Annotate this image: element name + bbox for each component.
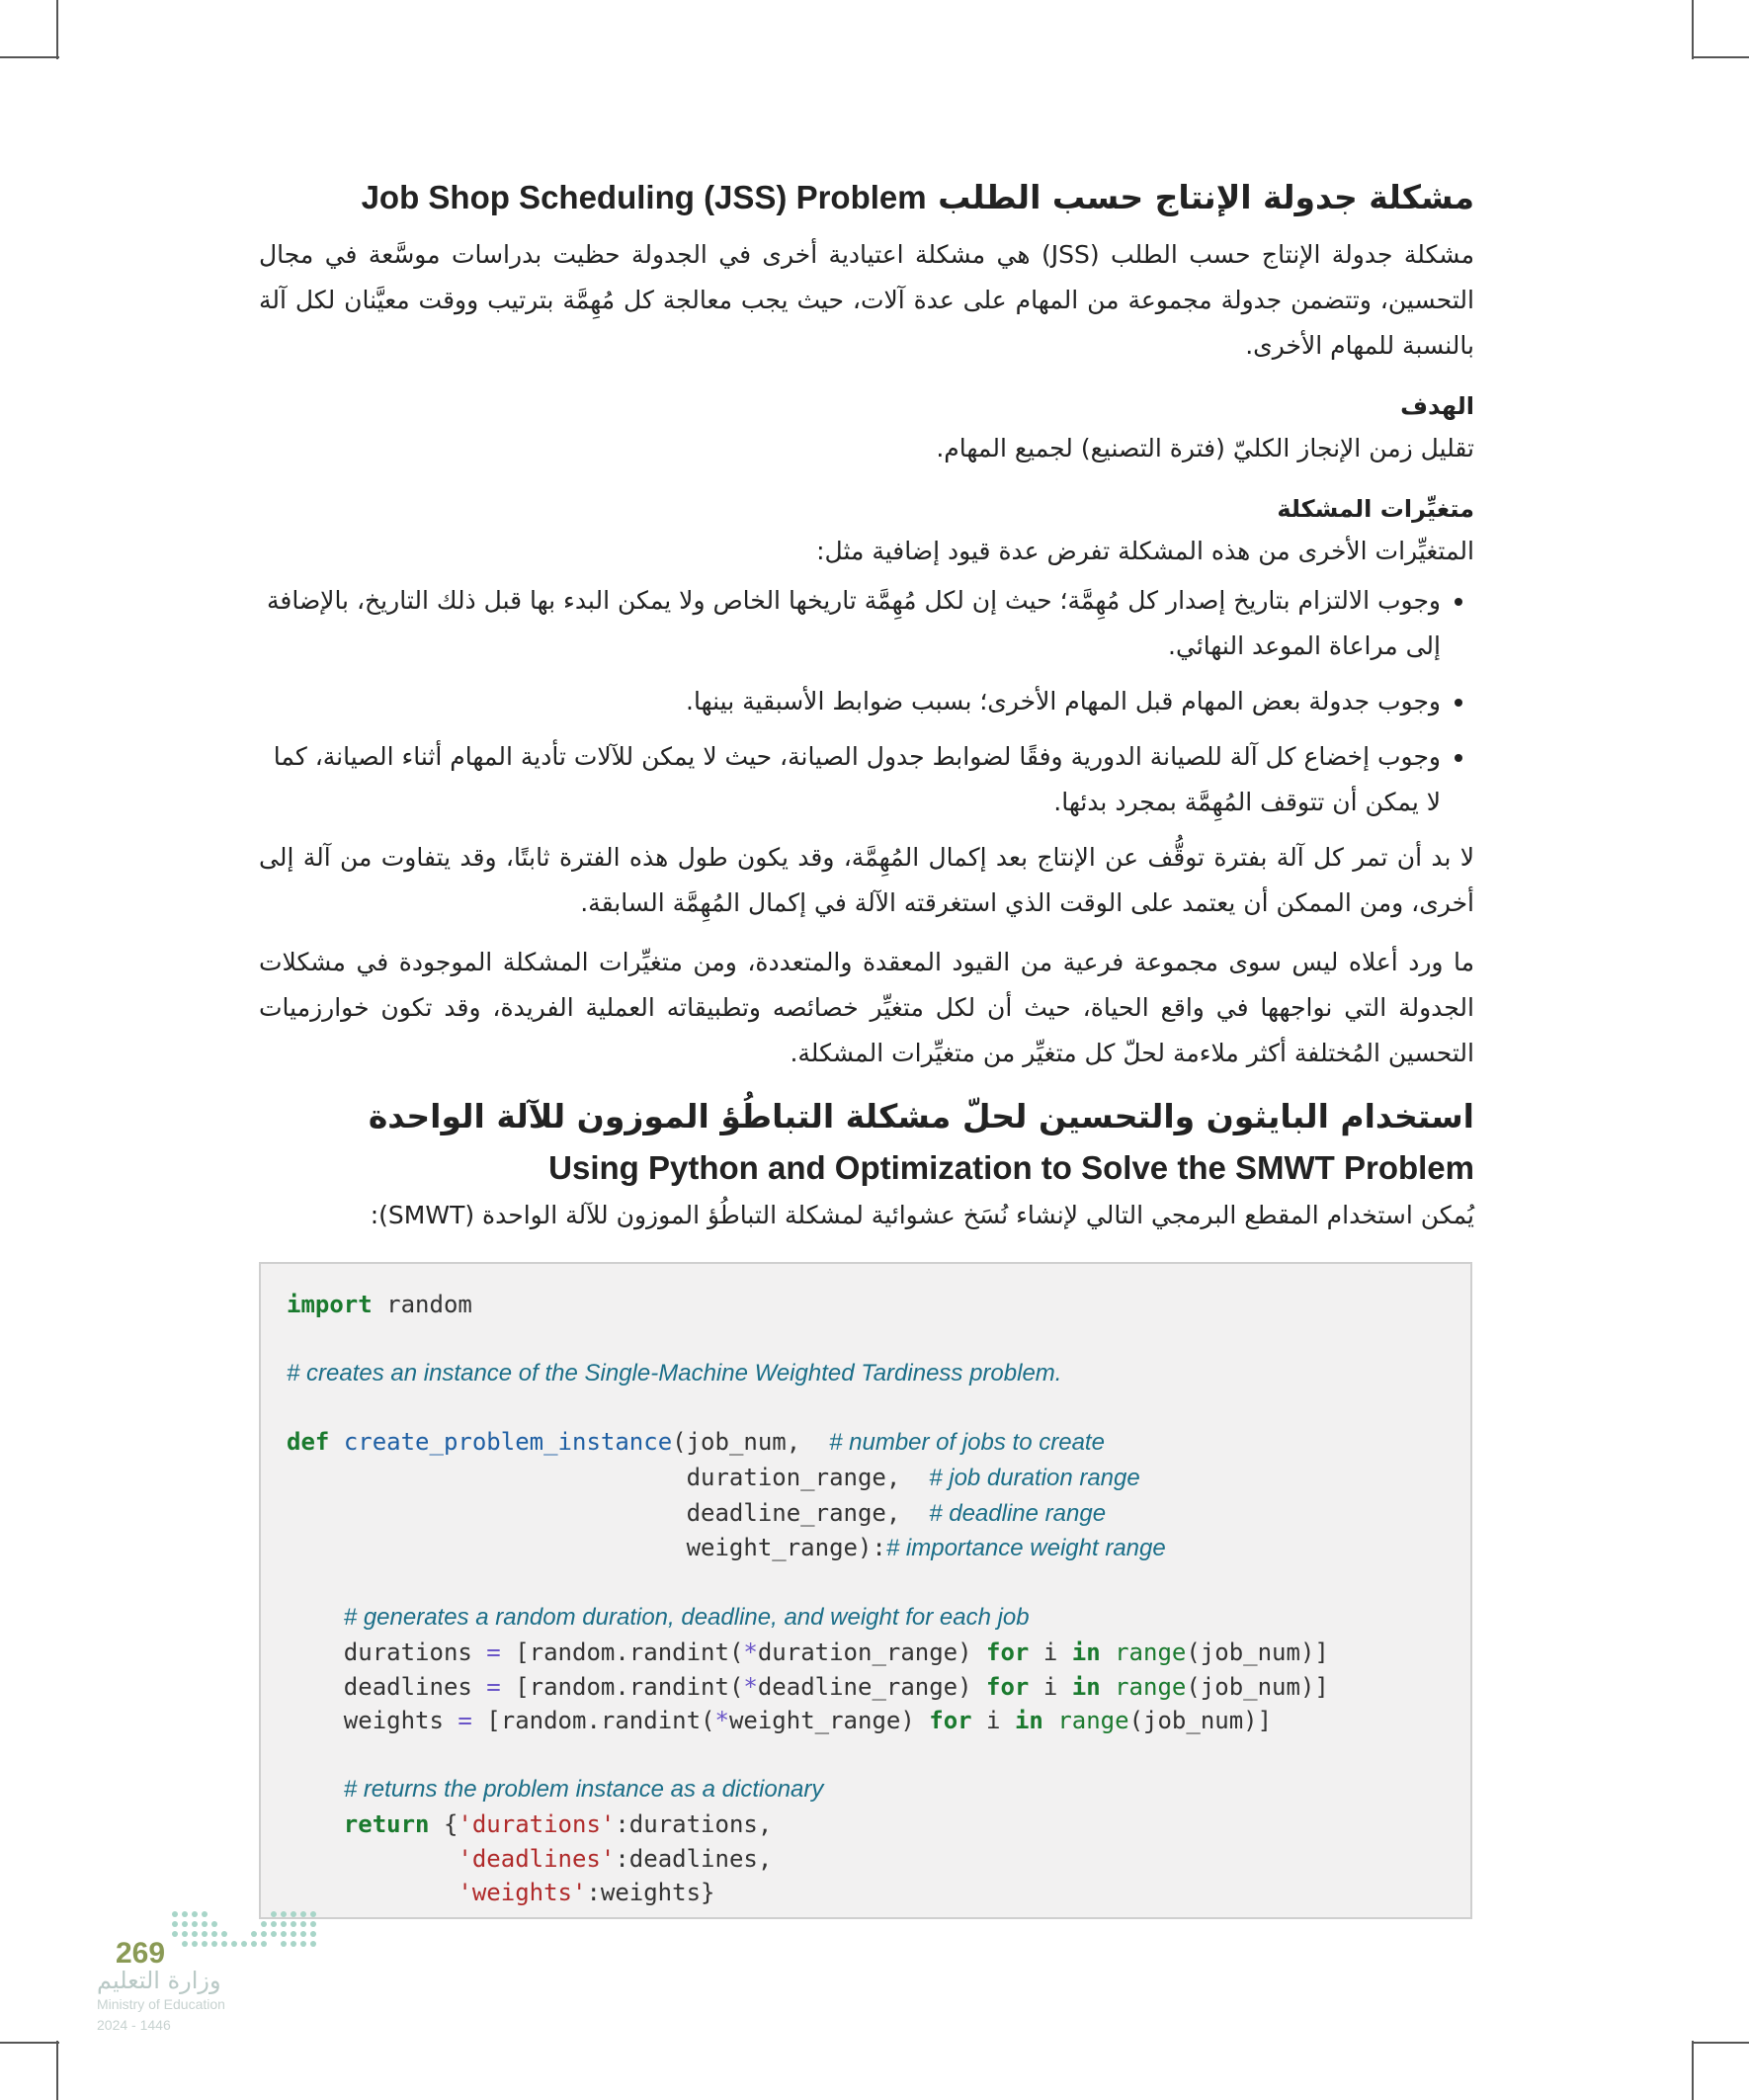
downtime-paragraph: لا بد أن تمر كل آلة بفترة توقُّف عن الإنتاج بعد إكمال المُهِمَّة، وقد يكون طول هذه الفترة ثابتًا، وقد يتفاوت من آلة إلى أخرى، ومن الممكن أن يعتمد على الوقت الذي استغرقته الآلة في إكمال المُهِمَّة السابقة. — [259, 843, 1474, 917]
crop-mark — [1692, 2041, 1694, 2100]
code-keyword: return — [343, 1809, 430, 1838]
code-operator: = — [471, 1672, 501, 1701]
code-text: duration_range, — [686, 1463, 930, 1491]
code-text: i — [1029, 1638, 1072, 1666]
code-keyword: in — [1071, 1638, 1101, 1666]
code-keyword: def — [287, 1428, 330, 1457]
section2-intro: يُمكن استخدام المقطع البرمجي التالي لإنشاء نُسَخ عشوائية لمشكلة التباطُؤ الموزون للآلة الواحدة (SMWT): — [370, 1201, 1474, 1229]
code-text: [random.randint( — [471, 1707, 715, 1735]
variables-intro: المتغيِّرات الأخرى من هذه المشكلة تفرض عدة قيود إضافية مثل: — [816, 537, 1474, 565]
code-string: 'deadlines' — [458, 1844, 616, 1873]
code-text: i — [1029, 1672, 1072, 1701]
code-text: { — [429, 1809, 458, 1838]
code-text: [random.randint( — [500, 1672, 744, 1701]
code-block — [259, 1262, 1472, 1919]
code-text: deadline_range, — [686, 1498, 930, 1527]
code-comment: # job duration range — [929, 1464, 1140, 1491]
crop-mark — [56, 2041, 58, 2100]
page-content — [259, 173, 1474, 1252]
code-text: (job_num)] — [1186, 1638, 1329, 1666]
section2-title-ar: استخدام البايثون والتحسين لحلّ مشكلة التباطُؤ الموزون للآلة الواحدة — [368, 1097, 1474, 1135]
list-item: • وجوب جدولة بعض المهام قبل المهام الأخرى؛ بسبب ضوابط الأسبقية بينها. — [259, 679, 1441, 724]
crop-mark — [1692, 2042, 1749, 2044]
crop-mark — [56, 0, 58, 59]
code-text: weight_range): — [686, 1534, 886, 1562]
variables-heading: متغيِّرات المشكلة — [1277, 495, 1474, 523]
crop-mark — [1692, 56, 1749, 58]
code-comment: # number of jobs to create — [829, 1429, 1105, 1457]
code-text: :weights} — [586, 1879, 715, 1907]
code-operator: * — [743, 1672, 758, 1701]
code-keyword: in — [1071, 1672, 1101, 1701]
section-title — [259, 173, 1474, 222]
section-title-ar: مشكلة جدولة الإنتاج حسب الطلب — [938, 178, 1474, 216]
ministry-name-ar: وزارة التعليم — [97, 1967, 221, 1994]
code-text: duration_range) — [757, 1638, 987, 1666]
code-operator: * — [714, 1707, 729, 1735]
jss-intro: مشكلة جدولة الإنتاج حسب الطلب (JSS) هي مشكلة اعتيادية أخرى في الجدولة حظيت بدراسات موسَّعة في مجال التحسين، وتتضمن جدولة مجموعة من المهام على عدة آلات، حيث يجب معالجة كل مُهِمَّة بترتيب ووقت معيَّنان لكل آلة بالنسبة للمهام الأخرى. — [259, 240, 1474, 360]
code-keyword: for — [929, 1707, 972, 1735]
list-item: • وجوب الالتزام بتاريخ إصدار كل مُهِمَّة؛ حيث إن لكل مُهِمَّة تاريخها الخاص ولا يمكن البدء بها قبل ذلك التاريخ، بالإضافة إلى مراعاة الموعد النهائي. — [259, 578, 1441, 669]
code-comment: # returns the problem instance as a dictionary — [343, 1776, 824, 1804]
crop-mark — [0, 2042, 59, 2044]
code-listing — [287, 1288, 1329, 1910]
code-indent — [287, 1499, 687, 1527]
code-operator: = — [471, 1638, 501, 1666]
code-text: deadline_range) — [757, 1672, 987, 1701]
code-text: :deadlines, — [615, 1844, 773, 1873]
list-item: • وجوب إخضاع كل آلة للصيانة الدورية وفقًا لضوابط جدول الصيانة، حيث لا يمكن للآلات تأدية المهام أثناء الصيانة، كما لا يمكن أن تتوقف المُهِمَّة بمجرد بدئها. — [259, 734, 1441, 825]
code-text: weights — [343, 1707, 444, 1735]
section2-title-en: Using Python and Optimization to Solve the SMWT Problem — [548, 1149, 1474, 1186]
code-builtin: range — [1100, 1638, 1187, 1666]
code-comment: # deadline range — [929, 1499, 1107, 1527]
code-text: weight_range) — [728, 1707, 930, 1735]
code-text: [random.randint( — [500, 1638, 744, 1666]
code-builtin: range — [1042, 1707, 1129, 1735]
code-string: 'durations' — [458, 1809, 616, 1838]
code-comment: # creates an instance of the Single-Machine Weighted Tardiness problem. — [287, 1360, 1062, 1387]
code-string: 'weights' — [458, 1879, 587, 1907]
code-comment: # importance weight range — [885, 1535, 1166, 1562]
code-operator: = — [443, 1707, 472, 1735]
code-text: i — [971, 1707, 1015, 1735]
code-text: random — [372, 1291, 472, 1318]
code-operator: * — [743, 1638, 758, 1666]
code-text: (job_num)] — [1186, 1672, 1329, 1701]
code-text: deadlines — [343, 1672, 472, 1701]
ministry-name-en: Ministry of Education — [97, 1996, 225, 2012]
edition-year: 2024 - 1446 — [97, 2017, 171, 2033]
summary-paragraph: ما ورد أعلاه ليس سوى مجموعة فرعية من القيود المعقدة والمتعددة، ومن متغيِّرات المشكلة الموجودة في مشكلات الجدولة التي نواجهها في واقع الحياة، حيث أن لكل متغيِّر خصائصه وتطبيقاته العملية الفريدة، وقد تكون خوارزميات التحسين المُختلفة أكثر ملاءمة لحلّ كل متغيِّر من متغيِّرات المشكلة. — [259, 948, 1474, 1067]
code-comment: # generates a random duration, deadline, and weight for each job — [343, 1604, 1030, 1632]
code-text: durations — [343, 1638, 472, 1666]
code-indent — [287, 1534, 687, 1561]
page-number: 269 — [116, 1937, 166, 1970]
section-title-en: Job Shop Scheduling (JSS) Problem — [361, 179, 927, 215]
crop-mark — [1692, 0, 1694, 59]
goal-heading: الهدف — [1400, 392, 1474, 420]
code-indent — [287, 1464, 687, 1491]
crop-mark — [0, 56, 59, 58]
code-keyword: for — [986, 1638, 1030, 1666]
constraints-list — [259, 578, 1474, 825]
code-builtin: range — [1100, 1672, 1187, 1701]
code-text: (job_num)] — [1128, 1707, 1273, 1735]
code-function-name: create_problem_instance — [343, 1428, 673, 1457]
code-keyword: import — [287, 1291, 373, 1318]
code-keyword: in — [1014, 1707, 1043, 1735]
goal-text: تقليل زمن الإنجاز الكليّ (فترة التصنيع) لجميع المهام. — [936, 434, 1474, 462]
code-text: :durations, — [615, 1809, 773, 1838]
code-keyword: for — [986, 1672, 1030, 1701]
code-text: (job_num, — [672, 1428, 830, 1457]
